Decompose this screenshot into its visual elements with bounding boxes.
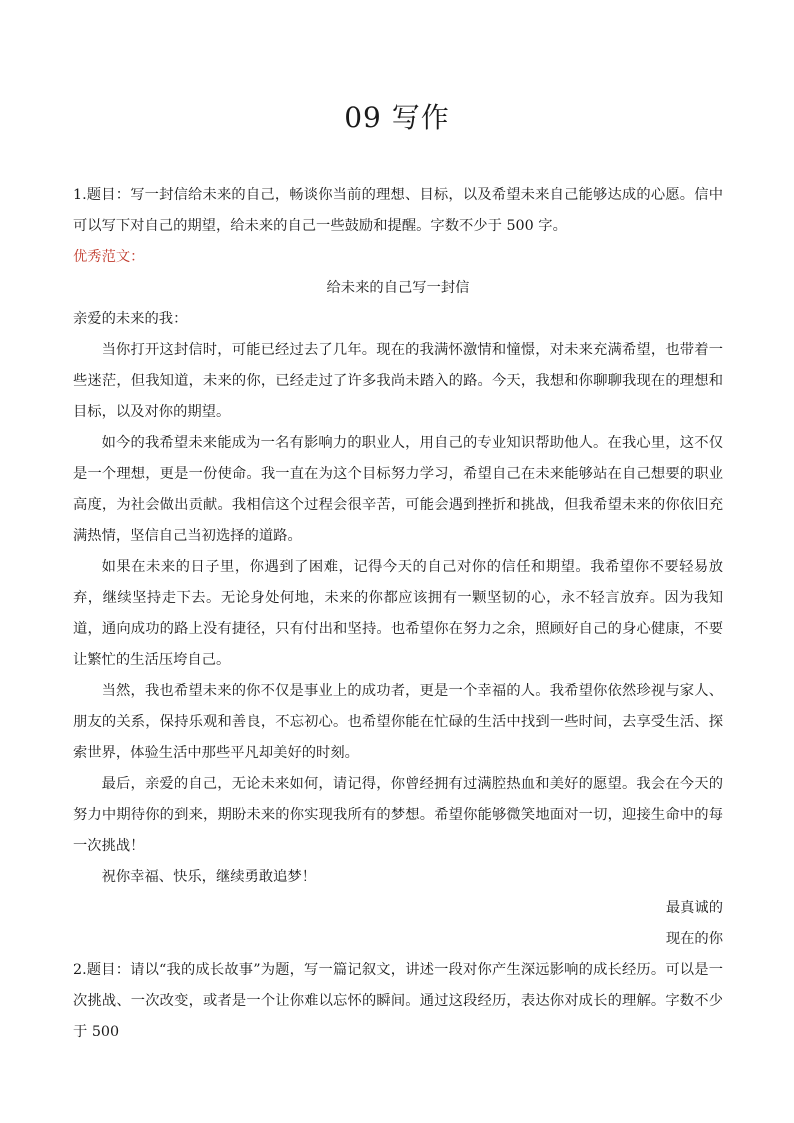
essay-paragraph: 祝你幸福、快乐，继续勇敢追梦！ bbox=[101, 869, 317, 885]
page-title: 09 写作 bbox=[344, 101, 450, 134]
document-body bbox=[73, 180, 723, 1048]
essay-signature: 现在的你 bbox=[665, 931, 723, 947]
essay-salutation: 亲爱的未来的我： bbox=[73, 311, 188, 327]
sample-essay-label: 优秀范文： bbox=[73, 249, 145, 265]
question-1-prompt: 1.题目：写一封信给未来的自己，畅谈你当前的理想、目标，以及希望未来自己能够达成的心愿。信中可以写下对自己的期望，给未来的自己一些鼓励和提醒。字数不少于 500 字。 bbox=[73, 187, 723, 234]
essay-paragraph: 最后，亲爱的自己，无论未来如何，请记得，你曾经拥有过满腔热血和美好的愿望。我会在今天的努力中期待你的到来，期盼未来的你实现我所有的梦想。希望你能够微笑地面对一切，迎接生命中的每一次挑战！ bbox=[73, 776, 723, 854]
essay-paragraph: 如今的我希望未来能成为一名有影响力的职业人，用自己的专业知识帮助他人。在我心里，这不仅是一个理想，更是一份使命。我一直在为这个目标努力学习，希望自己在未来能够站在自己想要的职业高度，为社会做出贡献。我相信这个过程会很辛苦，可能会遇到挫折和挑战，但我希望未来的你依旧充满热情，坚信自己当初选择的道路。 bbox=[73, 435, 723, 544]
essay-closing: 最真诚的 bbox=[665, 900, 723, 916]
essay-paragraph: 当你打开这封信时，可能已经过去了几年。现在的我满怀激情和憧憬，对未来充满希望，也带着一些迷茫，但我知道，未来的你，已经走过了许多我尚未踏入的路。今天，我想和你聊聊我现在的理想和目标，以及对你的期望。 bbox=[73, 342, 723, 420]
essay-paragraph: 如果在未来的日子里，你遇到了困难，记得今天的自己对你的信任和期望。我希望你不要轻易放弃，继续坚持走下去。无论身处何地，未来的你都应该拥有一颗坚韧的心，永不轻言放弃。因为我知道，通向成功的路上没有捷径，只有付出和坚持。也希望你在努力之余，照顾好自己的身心健康，不要让繁忙的生活压垮自己。 bbox=[73, 559, 723, 668]
question-2-prompt: 2.题目：请以“我的成长故事”为题，写一篇记叙文，讲述一段对你产生深远影响的成长经历。可以是一次挑战、一次改变，或者是一个让你难以忘怀的瞬间。通过这段经历，表达你对成长的理解。字数不少于 500 bbox=[73, 962, 723, 1040]
essay-title: 给未来的自己写一封信 bbox=[326, 280, 470, 296]
essay-paragraph: 当然，我也希望未来的你不仅是事业上的成功者，更是一个幸福的人。我希望你依然珍视与家人、朋友的关系，保持乐观和善良，不忘初心。也希望你能在忙碌的生活中找到一些时间，去享受生活、探索世界，体验生活中那些平凡却美好的时刻。 bbox=[73, 683, 723, 761]
